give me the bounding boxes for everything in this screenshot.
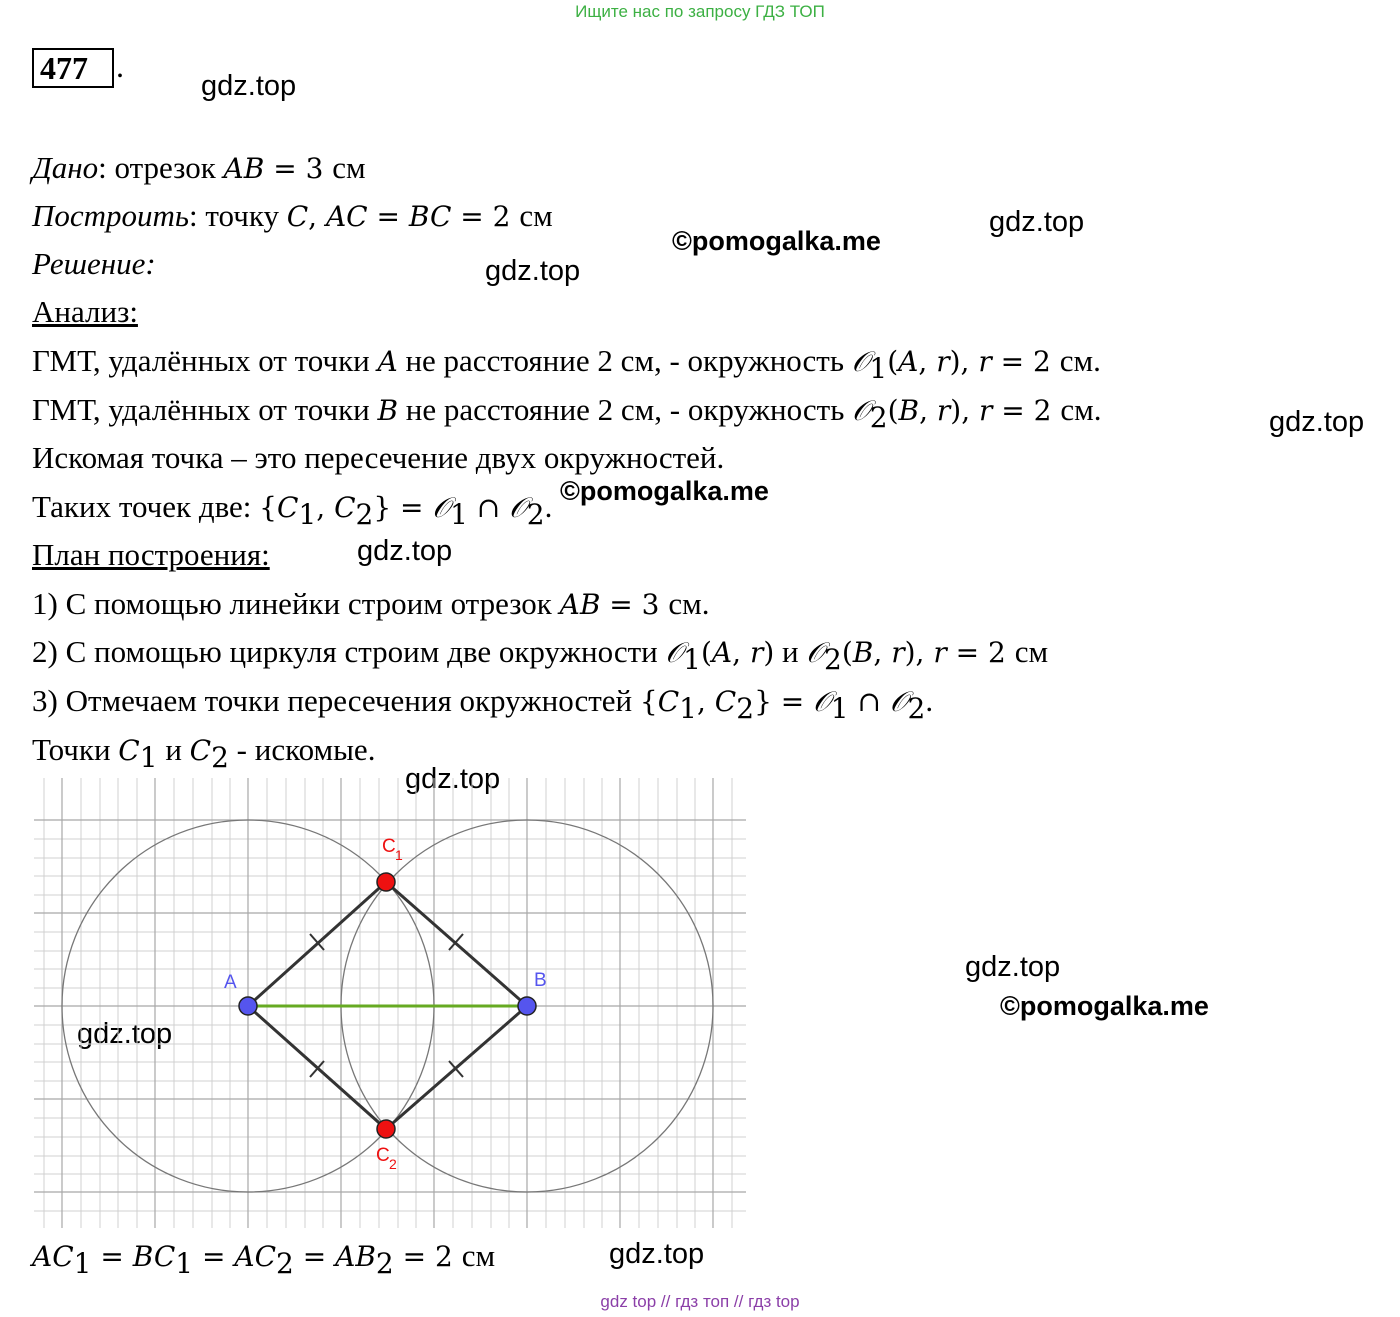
point-c2: [377, 1120, 395, 1138]
construction-figure: [34, 778, 746, 1228]
unit: см: [1059, 343, 1094, 378]
given-line: Дано: отрезок AB = 3 см: [32, 150, 366, 185]
analysis-line-4: Таких точек две: {$C_1$, $C_2$} = 𝒪$_1$ ∩ 𝒪$_2$.: [32, 489, 553, 532]
plan-step-1: 1) С помощью линейки строим отрезок AB = 3 см.: [32, 586, 710, 621]
unit: см: [332, 150, 366, 185]
analysis-header: Анализ:: [32, 294, 138, 329]
plan-text: 1) С помощью линейки строим отрезок: [32, 586, 560, 621]
analysis-text: ГМТ, удалённых от точки: [32, 392, 378, 427]
construct-label: Построить: [32, 198, 190, 233]
label-c2: C: [376, 1145, 390, 1166]
label-c2-sub: 2: [389, 1156, 397, 1172]
label-b: B: [534, 970, 547, 991]
watermark-pomogalka: ©pomogalka.me: [672, 226, 881, 256]
plan-text: Точки: [32, 732, 119, 767]
problem-number-dot: .: [116, 48, 124, 84]
top-banner[interactable]: Ищите нас по запросу ГДЗ ТОП: [575, 2, 825, 21]
watermark-gdz: gdz.top: [405, 763, 501, 795]
unit: см: [1060, 392, 1094, 427]
point-b: [518, 997, 536, 1015]
conclusion-line: Точки $C_1$ и $C_2$ - искомые.: [32, 732, 376, 775]
label-c1-sub: 1: [395, 847, 403, 863]
plan-header: План построения:: [32, 537, 270, 572]
unit: см: [519, 198, 553, 233]
solution-label: Решение:: [32, 246, 156, 281]
analysis-text: ГМТ, удалённых от точки: [32, 343, 378, 378]
watermark-gdz: gdz.top: [609, 1238, 705, 1270]
unit: см: [1014, 634, 1049, 669]
label-a: A: [224, 972, 237, 993]
watermark-gdz: gdz.top: [1269, 406, 1365, 438]
label-c1: C: [382, 836, 396, 857]
solution-label-text: Решение: [32, 246, 146, 281]
analysis-text: Таких точек две:: [32, 489, 260, 524]
footer-links[interactable]: gdz top // гдз топ // гдз top: [600, 1292, 800, 1311]
plan-text: и: [774, 634, 807, 669]
plan-text: 3) Отмечаем точки пересечения окружностей: [32, 683, 640, 718]
analysis-line-1: ГМТ, удалённых от точки A не расстояние 2 см, - окружность 𝒪$_1$(A, r), r = 2 см.: [32, 343, 1101, 386]
construct-text: : точку: [189, 198, 287, 233]
point-c1: [377, 873, 395, 891]
watermark-gdz: gdz.top: [201, 70, 297, 102]
watermark-pomogalka: ©pomogalka.me: [560, 476, 769, 506]
analysis-line-2: ГМТ, удалённых от точки B не расстояние 2 см, - окружность 𝒪$_2$(B, r), r = 2 см.: [32, 392, 1102, 435]
unit: см: [668, 586, 702, 621]
watermark-gdz: gdz.top: [485, 255, 581, 287]
plan-text: и: [157, 732, 190, 767]
unit: см: [461, 1238, 496, 1273]
plan-text: 2) С помощью циркуля строим две окружности: [32, 634, 666, 669]
construct-line: Построить: точку C, AC = BC = 2 см: [32, 198, 553, 233]
analysis-text: не расстояние 2 см, - окружность: [398, 392, 853, 427]
watermark-pomogalka: ©pomogalka.me: [1000, 991, 1209, 1021]
watermark-gdz: gdz.top: [965, 951, 1061, 983]
plan-step-3: 3) Отмечаем точки пересечения окружностей {$C_1$, $C_2$} = 𝒪$_1$ ∩ 𝒪$_2$.: [32, 683, 934, 726]
watermark-gdz: gdz.top: [989, 206, 1085, 238]
given-text: : отрезок: [98, 150, 224, 185]
analysis-line-3: Искомая точка – это пересечение двух окружностей.: [32, 440, 725, 475]
watermark-gdz: gdz.top: [357, 535, 453, 567]
point-a: [239, 997, 257, 1015]
watermark-gdz: gdz.top: [77, 1018, 173, 1050]
problem-number: 477: [32, 48, 114, 88]
plan-step-2: 2) С помощью циркуля строим две окружности 𝒪$_1$(A, r) и 𝒪$_2$(B, r), r = 2 см: [32, 634, 1049, 677]
analysis-text: не расстояние 2 см, - окружность: [397, 343, 852, 378]
given-label: Дано: [32, 150, 99, 185]
final-equality: $AC_1 = BC_1 = AC_2 = AB_2 = 2$ см: [32, 1238, 496, 1281]
plan-text: - искомые.: [228, 732, 376, 767]
